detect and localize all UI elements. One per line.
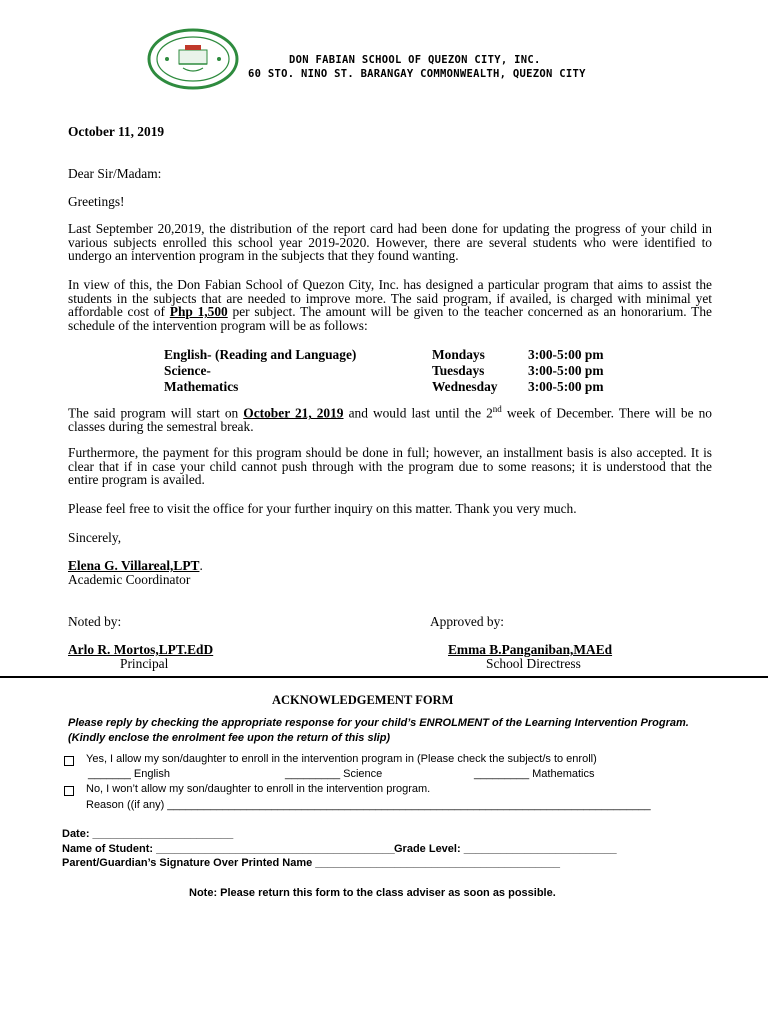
paragraph-3-text-c: week of December. There will be no classes during the semestral break.	[68, 405, 712, 435]
schedule-day: Mondays	[432, 347, 485, 362]
date-field[interactable]: Date: _______________________	[62, 828, 234, 840]
paragraph-3-text-a: The said program will start on	[68, 405, 239, 421]
paragraph-2-text-b: per subject. The amount will be given to the teacher concerned as an honorarium. The schedule of the intervention program will be as follows:	[68, 304, 712, 333]
yes-checkbox[interactable]	[64, 756, 74, 766]
signer-name: Elena G. Villareal,LPT	[68, 558, 200, 573]
schedule-subject: English- (Reading and Language)	[164, 347, 357, 362]
schedule-day: Tuesdays	[432, 363, 485, 378]
schedule-row	[164, 363, 604, 379]
form-instruction: Please reply by checking the appropriate response for your child’s ENROLMENT of the Learning Intervention Program. (Kindly enclose the enrolment fee upon the return of this slip)	[68, 717, 689, 744]
paragraph-3-text-b: and would last until the 2	[348, 405, 493, 421]
school-name: DON FABIAN SCHOOL OF QUEZON CITY, INC.	[289, 54, 541, 66]
salutation: Dear Sir/Madam:	[68, 166, 162, 181]
schedule-table	[164, 347, 604, 395]
approved-name: Emma B.Panganiban,MAEd	[448, 642, 613, 657]
schedule-time: 3:00-5:00 pm	[528, 347, 604, 362]
grade-level-field[interactable]: Grade Level: _________________________	[394, 843, 617, 855]
student-name-field[interactable]: Name of Student: _______________________________________	[62, 843, 395, 855]
reason-field[interactable]: Reason ((if any) _______________________________________________________________________________	[86, 799, 651, 811]
schedule-row	[164, 379, 604, 395]
fee-amount: Php 1,500	[169, 304, 228, 320]
closing: Sincerely,	[68, 530, 122, 545]
letter-date: October 11, 2019	[68, 124, 165, 139]
schedule-day: Wednesday	[432, 379, 498, 394]
program-start-date: October 21, 2019	[243, 405, 344, 421]
letterhead	[145, 28, 625, 90]
schedule-time: 3:00-5:00 pm	[528, 363, 604, 378]
noted-title: Principal	[120, 656, 169, 671]
form-title: ACKNOWLEDGEMENT FORM	[272, 693, 454, 707]
schedule-subject: Mathematics	[164, 379, 239, 394]
paragraph-2	[68, 278, 712, 332]
signer-title: Academic Coordinator	[68, 572, 191, 587]
subject-mathematics[interactable]: _________ Mathematics	[474, 768, 595, 780]
greeting: Greetings!	[68, 194, 125, 209]
ordinal-suffix: nd	[492, 404, 502, 414]
option-yes-label: Yes, I allow my son/daughter to enroll in the intervention program in (Please check the subject/s to enroll)	[86, 753, 597, 765]
school-seal-logo	[145, 28, 241, 90]
no-checkbox[interactable]	[64, 786, 74, 796]
paragraph-3	[68, 403, 712, 434]
cut-line	[0, 676, 768, 678]
noted-name: Arlo R. Mortos,LPT.EdD	[68, 642, 214, 657]
subject-english[interactable]: _______ English	[88, 768, 170, 780]
guardian-signature-field[interactable]: Parent/Guardian’s Signature Over Printed Name ________________________________________	[62, 857, 560, 869]
approved-by-label: Approved by:	[430, 614, 505, 629]
paragraph-1: Last September 20,2019, the distribution of the report card had been done for updating the progress of your child in various subjects enrolled this school year 2019-2020. However, there are several students who were identified to undergo an intervention program in the subjects that they found wanting.	[68, 221, 712, 264]
subject-science[interactable]: _________ Science	[285, 768, 383, 780]
paragraph-2-text-a: In view of this, the Don Fabian School of Quezon City, Inc. has designed a particular program that aims to assist the students in the subjects that are needed to improve more. The said program, if availed, is charged with minimal yet affordable cost of	[68, 277, 712, 320]
schedule-subject: Science-	[164, 363, 211, 378]
option-no-label: No, I won’t allow my son/daughter to enroll in the intervention program.	[86, 783, 431, 795]
signer-period: .	[199, 558, 203, 573]
paragraph-4: Furthermore, the payment for this program should be done in full; however, an installment basis is also accepted. It is clear that if in case your child cannot push through with the program due to some reasons; it is understood that the entire program is availed.	[68, 445, 712, 488]
noted-by-label: Noted by:	[68, 614, 122, 629]
schedule-time: 3:00-5:00 pm	[528, 379, 604, 394]
schedule-row	[164, 347, 604, 363]
paragraph-5: Please feel free to visit the office for your further inquiry on this matter. Thank you very much.	[68, 501, 577, 516]
return-note: Note: Please return this form to the class adviser as soon as possible.	[189, 887, 556, 899]
school-address: 60 STO. NINO ST. BARANGAY COMMONWEALTH, QUEZON CITY	[248, 68, 586, 80]
approved-title: School Directress	[486, 656, 581, 671]
